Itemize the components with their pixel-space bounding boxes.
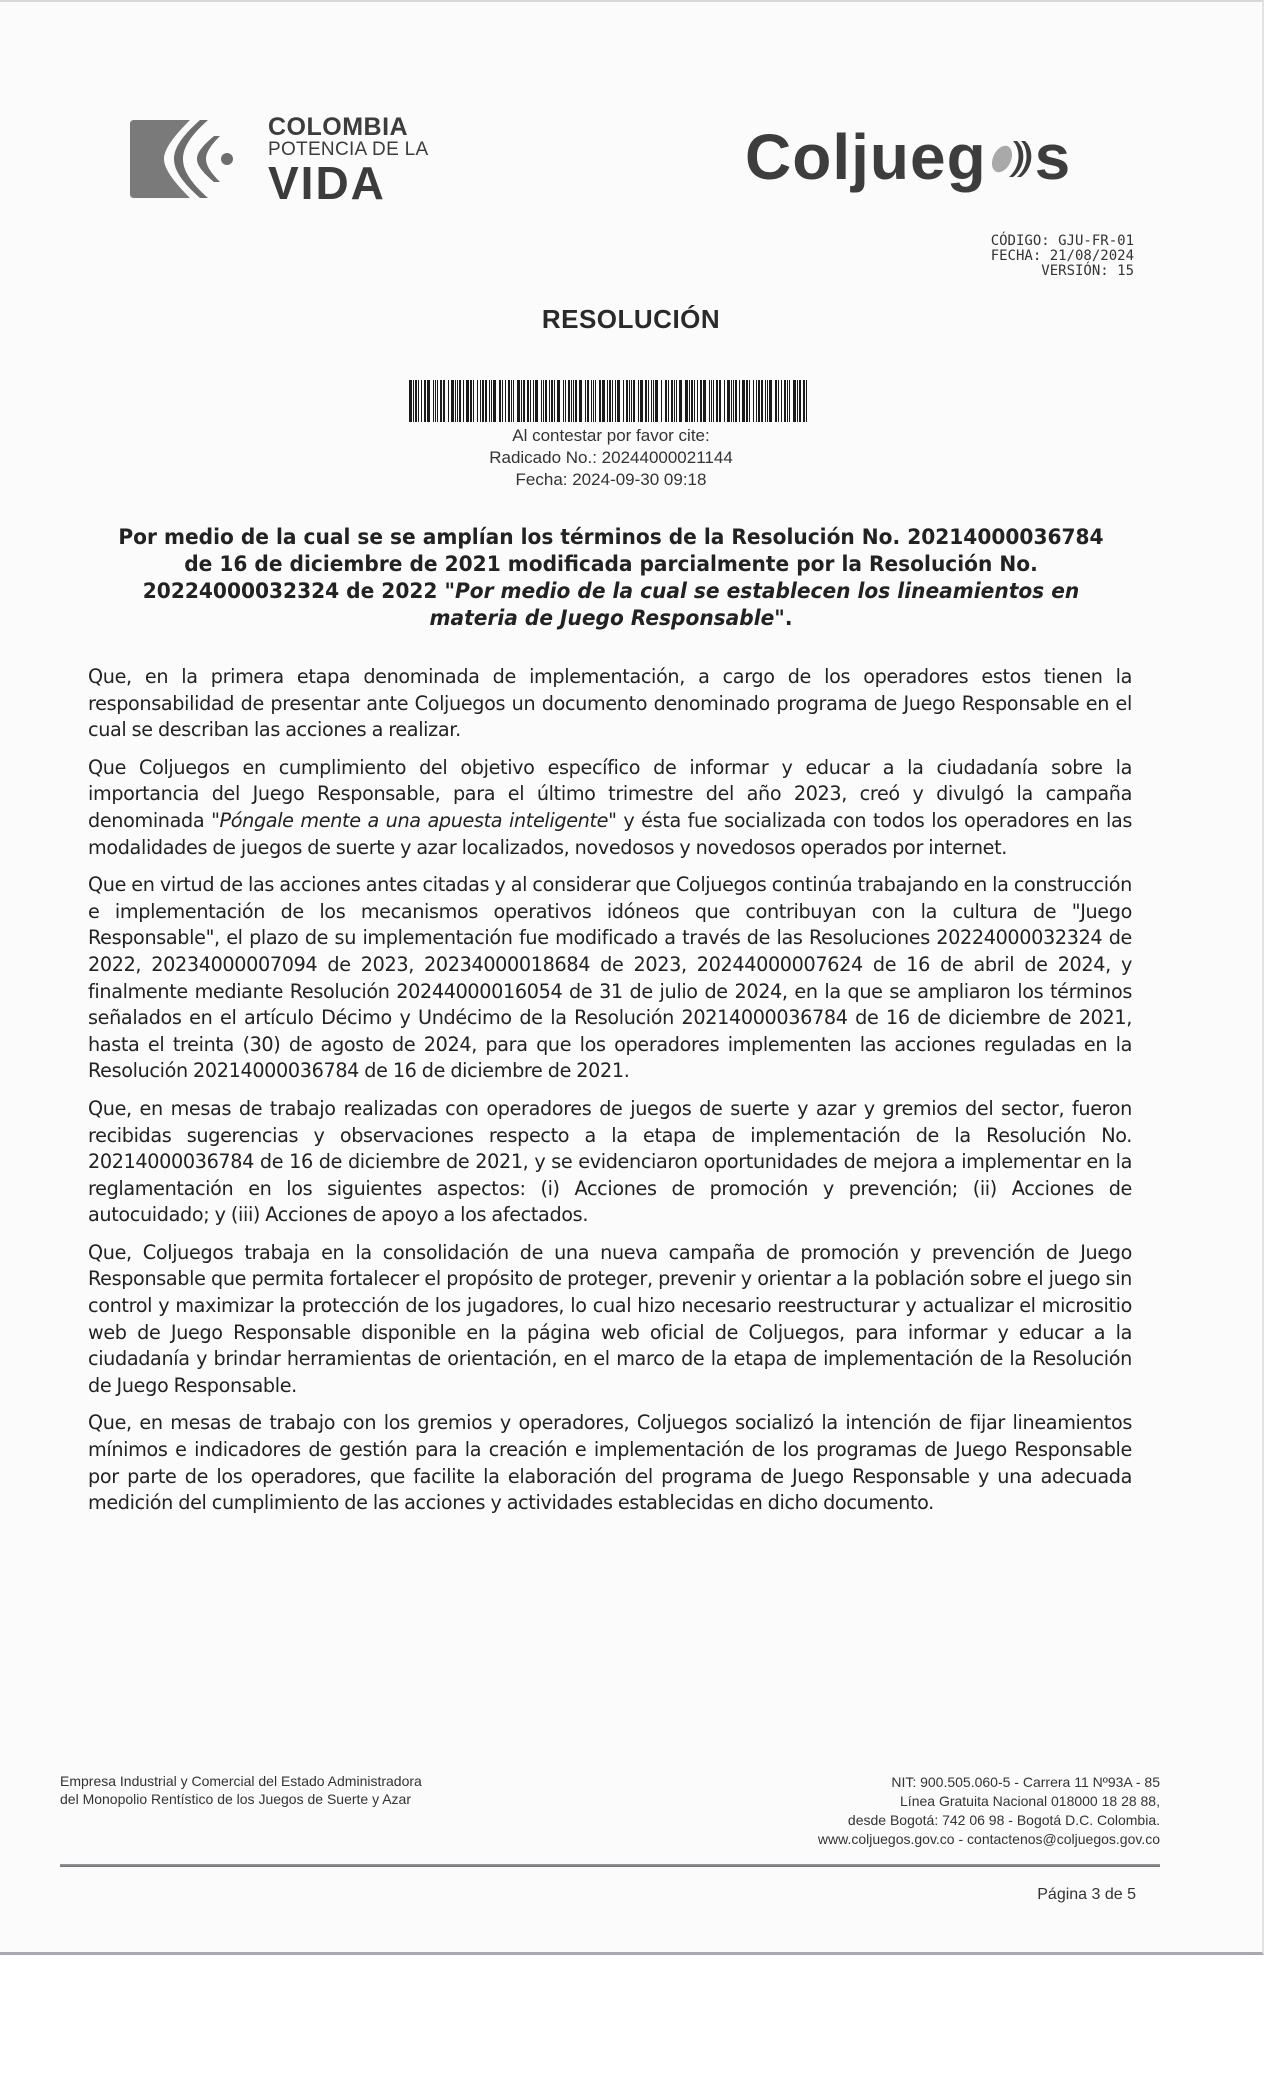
coljuegos-logo (745, 122, 1071, 192)
logo-line-potencia: POTENCIA DE LA (268, 139, 429, 160)
paragraph-2 (88, 755, 1132, 861)
document-type-title: RESOLUCIÓN (541, 304, 721, 334)
considerations-body (88, 664, 1132, 1528)
footer-entity-line-1: Empresa Industrial y Comercial del Estado Administradora (60, 1773, 422, 1789)
subject-main: Por medio de la cual se se amplían los términos de la Resolución No. 20214000036784 de 16 de diciembre de 2021 modificada parcialmente por la Resolución No. 20224000032324 de 2022 (118, 525, 1104, 603)
footer-entity-line-2: del Monopolio Rentístico de los Juegos de Suerte y Azar (60, 1791, 411, 1807)
paragraph-6: Que, en mesas de trabajo con los gremios y operadores, Coljuegos socializó la intención de fijar lineamientos mínimos e indicadores de gestión para la creación e implementación de los programas de Juego Responsable por parte de los operadores, que facilite la elaboración del programa de Juego Responsable y una adecuada medición del cumplimiento de las acciones y actividades establecidas en dicho documento. (88, 1411, 1132, 1515)
paragraph-4: Que, en mesas de trabajo realizadas con operadores de juegos de suerte y azar y gremios del sector, fueron recibidas sugerencias y observaciones respecto a la etapa de implementación de la Resolución No. 20214000036784 de 16 de diciembre de 2021, y se evidenciaron oportunidades de mejora a implementar en la reglamentación en los siguientes aspectos: (i) Acciones de promoción y prevención; (ii) Acciones de autocuidado; y (iii) Acciones de apoyo a los afectados. (88, 1096, 1132, 1227)
logo-line-vida: VIDA (268, 157, 386, 209)
meta-codigo: CÓDIGO: GJU-FR-01 (990, 233, 1134, 249)
colombia-potencia-de-la-vida-logo (128, 113, 448, 209)
paragraph-2-text-a: Que Coljuegos en cumplimiento del objetivo específico de informar y educar a la ciudadanía sobre la importancia del Juego Responsable, para el último trimestre del año 2023, creó y divulgó la campaña denominada (88, 755, 1132, 832)
paragraph-3: Que en virtud de las acciones antes citadas y al considerar que Coljuegos continúa trabajando en la construcción e implementación de los mecanismos operativos idóneos que contribuyan con la cultura de "Juego Responsable", el plazo de su implementación fue modificado a través de las Resoluciones 20224000032324 de 2022, 20234000007094 de 2023, 20234000018684 de 2023, 20244000007624 de 16 de abril de 2024, y finalmente mediante Resolución 20244000016054 de 31 de julio de 2024, en la que se ampliaron los términos señalados en el artículo Décimo y Undécimo de la Resolución 20214000036784 de 16 de diciembre de 2021, hasta el treinta (30) de agosto de 2024, para que los operadores implementen las acciones reguladas en la Resolución 20214000036784 de 16 de diciembre de 2021. (88, 873, 1132, 1083)
meta-version: VERSIÓN: 15 (1041, 263, 1134, 279)
page-number: Página 3 de 5 (1037, 1886, 1136, 1903)
coljuegos-o-swirl-icon (989, 133, 1033, 181)
radicado-barcode (409, 380, 811, 422)
footer-divider (60, 1864, 1160, 1867)
coljuegos-logo-text-start: Coljueg (745, 121, 987, 193)
resolution-subject (111, 524, 1111, 632)
radicado-date: Fecha: 2024-09-30 09:18 (515, 470, 707, 489)
footer-web-email: www.coljuegos.gov.co - contactenos@coljuegos.gov.co (817, 1831, 1160, 1847)
footer-entity-description (60, 1772, 422, 1808)
subject-quoted-title: "Por medio de la cual se establecen los lineamientos en materia de Juego Responsable" (429, 579, 1080, 630)
paragraph-1: Que, en la primera etapa denominada de implementación, a cargo de los operadores estos tienen la responsabilidad de presentar ante Coljuegos un documento denominado programa de Juego Responsable en el cual se describan las acciones a realizar. (88, 665, 1132, 742)
citation-block (0, 425, 1222, 491)
footer-bogota-phone: desde Bogotá: 742 06 98 - Bogotá D.C. Colombia. (847, 1812, 1160, 1828)
coljuegos-logo-text-end: s (1034, 121, 1072, 193)
footer-contact-info (818, 1773, 1160, 1849)
footer-toll-free: Línea Gratuita Nacional 018000 18 28 88, (900, 1793, 1160, 1809)
campaign-name: "Póngale mente a una apuesta inteligente" (211, 808, 617, 832)
document-control-meta (991, 234, 1134, 279)
paragraph-5: Que, Coljuegos trabaja en la consolidación de una nueva campaña de promoción y prevención de Juego Responsable que permita fortalecer el propósito de proteger, prevenir y orientar a la población sobre el juego sin control y maximizar la protección de los jugadores, lo cual hizo necesario reestructurar y actualizar el micrositio web de Juego Responsable disponible en la página web oficial de Coljuegos, para informar y educar a la ciudadanía y brindar herramientas de orientación, en el marco de la etapa de implementación de la Resolución de Juego Responsable. (88, 1240, 1132, 1397)
colombia-waves-icon (128, 116, 238, 202)
citation-instruction: Al contestar por favor cite: (512, 426, 710, 445)
paragraph-2-text-b: y ésta fue socializada con todos los operadores en las modalidades de juegos de suerte y azar localizados, novedosos y novedosos operados por internet. (88, 808, 1132, 859)
logo-line-colombia: COLOMBIA (268, 113, 409, 141)
subject-end: . (784, 606, 793, 630)
footer-nit-address: NIT: 900.505.060-5 - Carrera 11 Nº93A - 85 (891, 1774, 1160, 1790)
meta-fecha: FECHA: 21/08/2024 (990, 248, 1134, 264)
radicado-number: Radicado No.: 20244000021144 (489, 448, 733, 467)
